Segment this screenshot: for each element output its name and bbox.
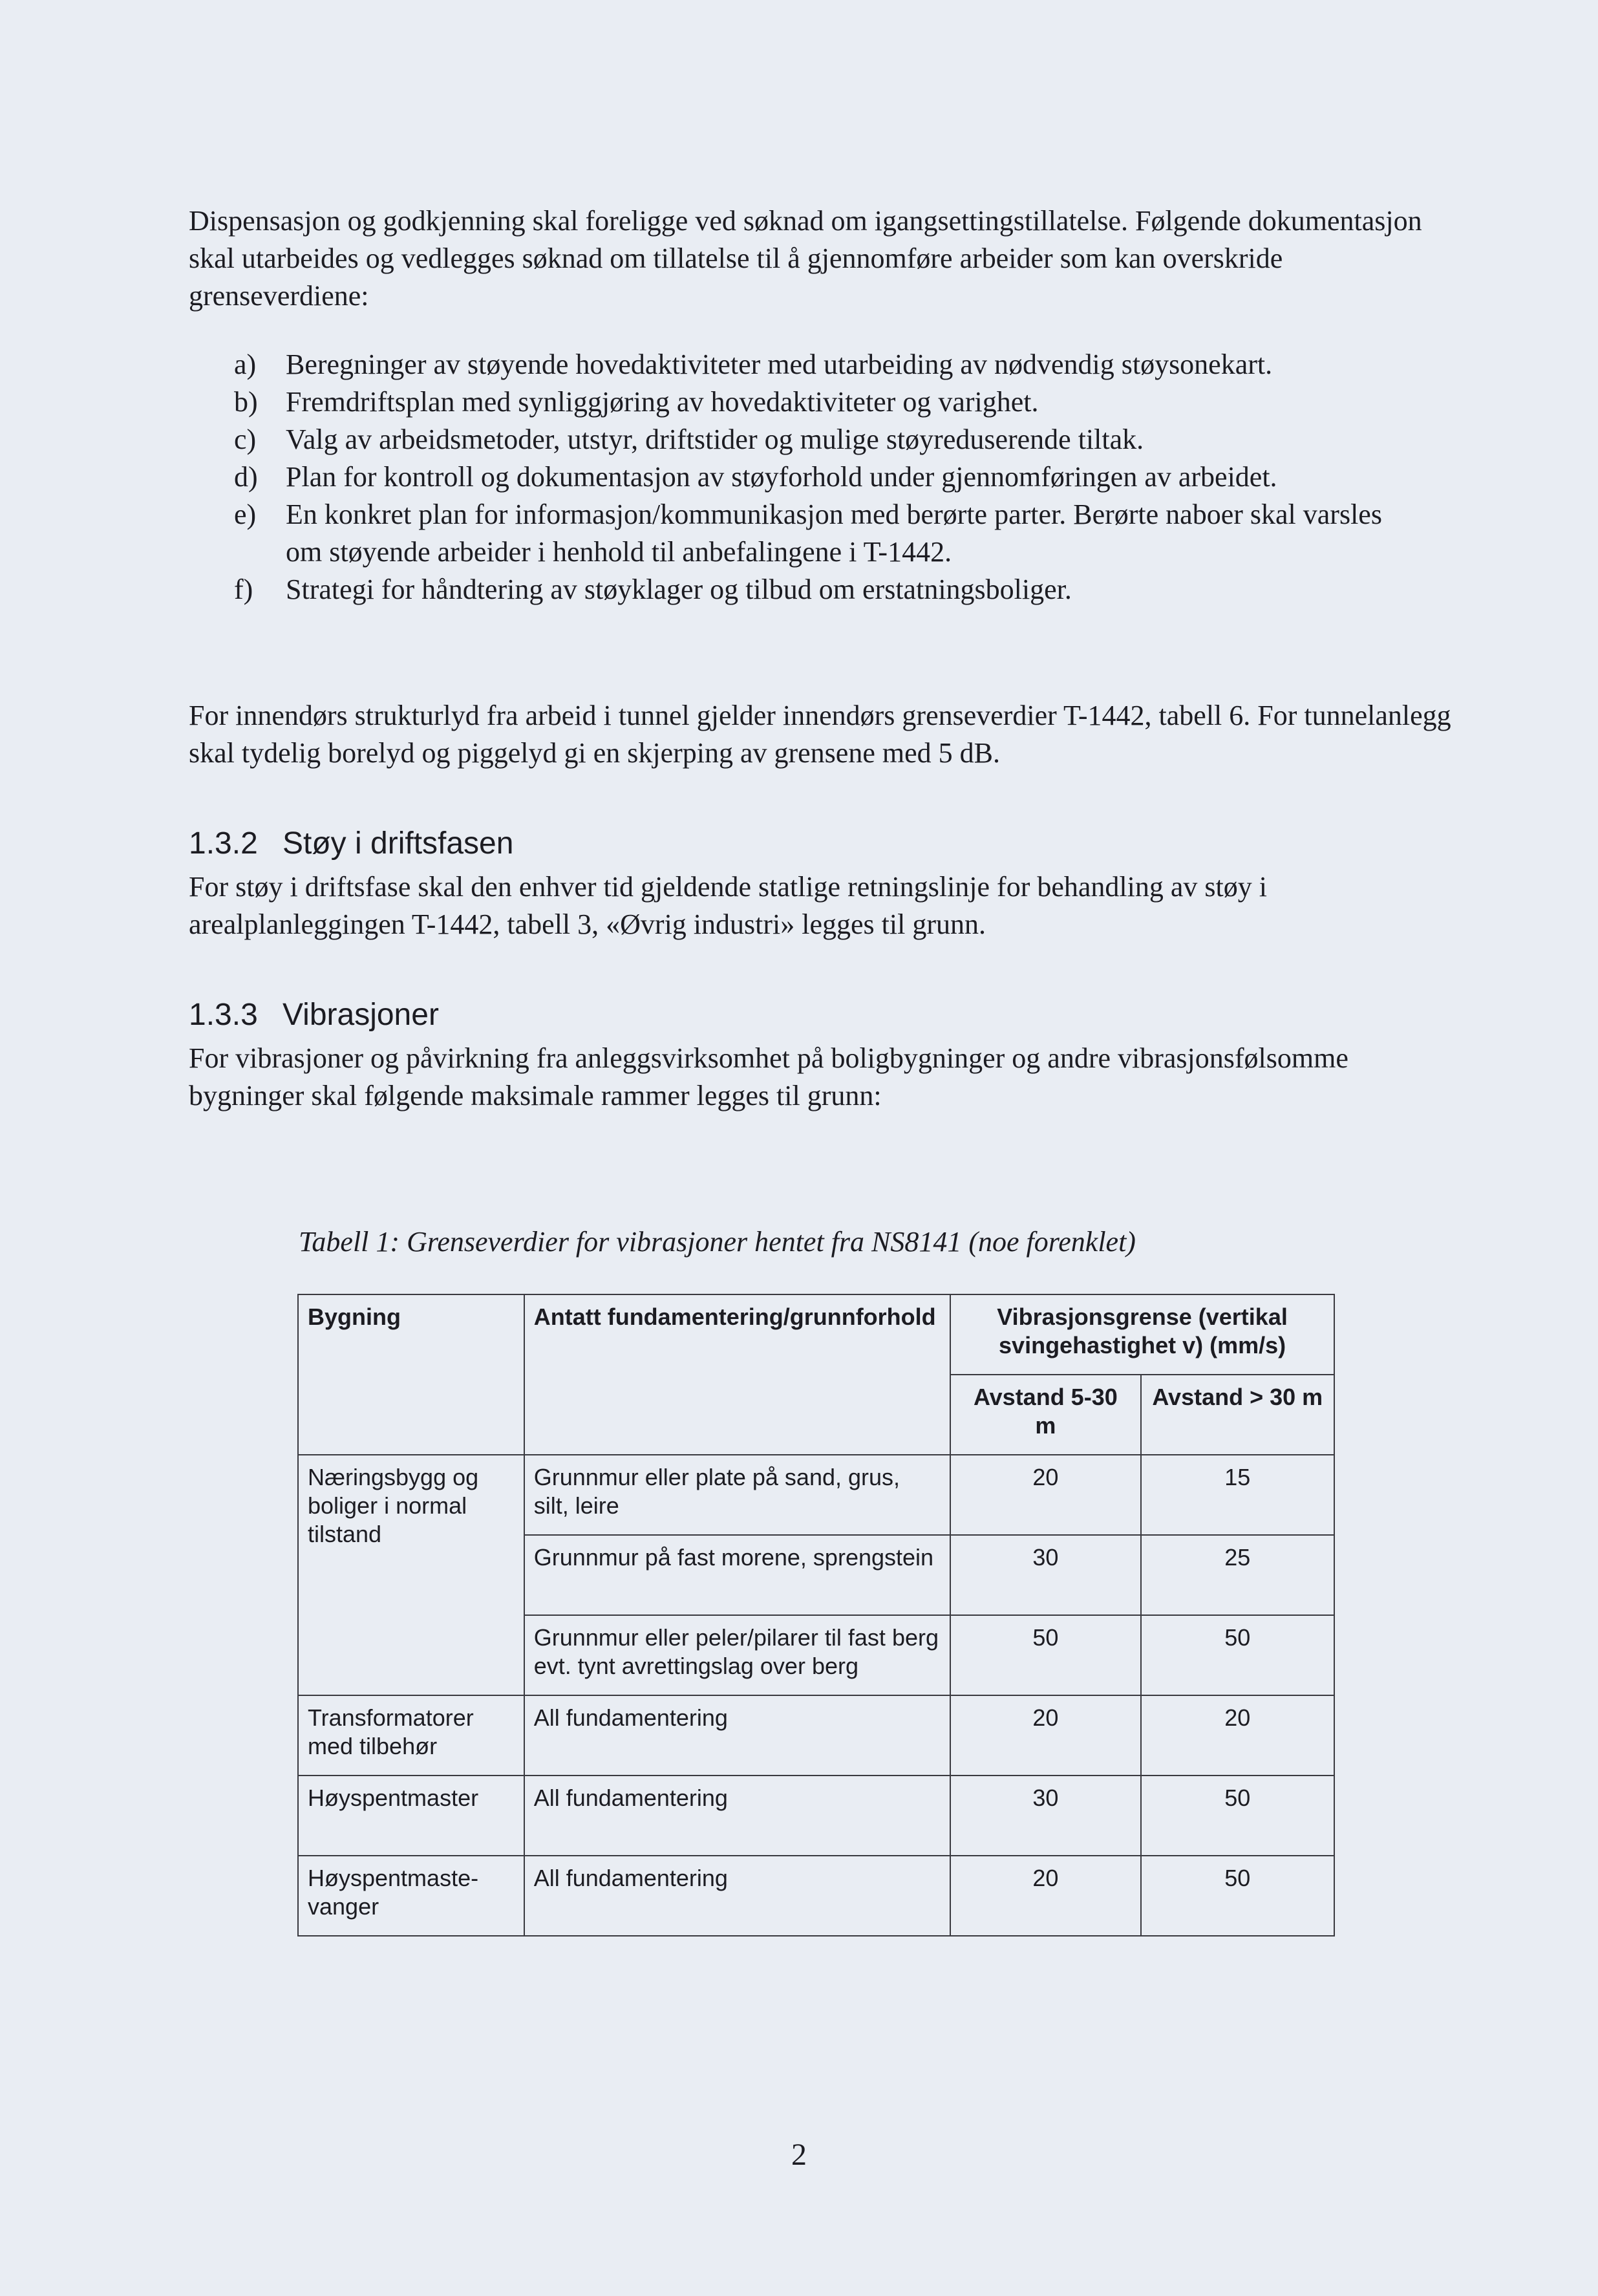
list-item-text: Plan for kontroll og dokumentasjon av støyforhold under gjennomføringen av arbeidet.: [286, 461, 1277, 493]
cell-distance-far: 50: [1141, 1776, 1334, 1856]
list-item: [234, 383, 1462, 421]
intro-paragraph: Dispensasjon og godkjenning skal foreligge ved søknad om igangsettingstillatelse. Følgende dokumentasjon skal utarbeides og vedlegges søknad om tillatelse til å gjennomføre arbeider som kan overskride grenseverdiene:: [189, 205, 1422, 312]
list-item: [234, 571, 1462, 608]
cell-foundation: Grunnmur eller peler/pilarer til fast berg evt. tynt avrettingslag over berg: [524, 1615, 950, 1695]
list-item: [234, 458, 1462, 496]
cell-distance-near: 20: [950, 1695, 1140, 1776]
cell-building: Høyspentmaste-vanger: [298, 1856, 524, 1936]
section-title: Vibrasjoner: [282, 998, 439, 1032]
list-item-text: En konkret plan for informasjon/kommunikasjon med berørte parter. Berørte naboer skal varsles om støyende arbeider i henhold til anbefalingene i T-1442.: [286, 499, 1382, 568]
structure-noise-paragraph: For innendørs strukturlyd fra arbeid i tunnel gjelder innendørs grenseverdier T-1442, tabell 6. For tunnelanlegg skal tydelig borelyd og piggelyd gi en skjerping av grensene med 5 dB.: [189, 700, 1451, 769]
cell-distance-near: 30: [950, 1535, 1140, 1615]
cell-building: Høyspentmaster: [298, 1776, 524, 1856]
vibration-limits-table: [297, 1294, 1335, 1937]
table-caption: Tabell 1: Grenseverdier for vibrasjoner hentet fra NS8141 (noe forenklet): [299, 1226, 1136, 1258]
cell-building: Transformatorer med tilbehør: [298, 1695, 524, 1776]
section-heading-vibrasjoner: [189, 996, 439, 1035]
driftsfasen-paragraph: For støy i driftsfase skal den enhver tid gjeldende statlige retningslinje for behandling av støy i arealplanleggingen T-1442, tabell 3, «Øvrig industri» legges til grunn.: [189, 871, 1267, 940]
section-number: 1.3.3: [189, 998, 258, 1032]
list-item: [234, 496, 1462, 571]
cell-distance-far: 50: [1141, 1615, 1334, 1695]
list-marker: e): [234, 499, 257, 530]
header-distance-near: Avstand 5-30 m: [950, 1375, 1140, 1455]
cell-building: Næringsbygg og boliger i normal tilstand: [298, 1455, 524, 1695]
cell-foundation: Grunnmur eller plate på sand, grus, silt, leire: [524, 1455, 950, 1535]
table-row: [298, 1856, 1334, 1936]
cell-foundation: All fundamentering: [524, 1695, 950, 1776]
cell-distance-far: 50: [1141, 1856, 1334, 1936]
header-building: Bygning: [298, 1294, 524, 1455]
header-foundation: Antatt fundamentering/grunnforhold: [524, 1294, 950, 1455]
table-row: [298, 1776, 1334, 1856]
cell-foundation: All fundamentering: [524, 1856, 950, 1936]
table-row: [298, 1455, 1334, 1535]
cell-distance-far: 25: [1141, 1535, 1334, 1615]
list-item-text: Strategi for håndtering av støyklager og tilbud om erstatningsboliger.: [286, 574, 1072, 605]
vibrasjoner-paragraph: For vibrasjoner og påvirkning fra anleggsvirksomhet på boligbygninger og andre vibrasjonsfølsomme bygninger skal følgende maksimale rammer legges til grunn:: [189, 1042, 1348, 1111]
cell-distance-near: 20: [950, 1856, 1140, 1936]
header-vibration-limit: Vibrasjonsgrense (vertikal svingehastighet v) (mm/s): [950, 1294, 1334, 1375]
cell-distance-far: 15: [1141, 1455, 1334, 1535]
cell-foundation: Grunnmur på fast morene, sprengstein: [524, 1535, 950, 1615]
requirements-list: [234, 346, 1462, 608]
list-item-text: Fremdriftsplan med synliggjøring av hovedaktiviteter og varighet.: [286, 386, 1039, 418]
list-item: [234, 421, 1462, 458]
list-item-text: Valg av arbeidsmetoder, utstyr, driftstider og mulige støyreduserende tiltak.: [286, 424, 1144, 455]
cell-foundation: All fundamentering: [524, 1776, 950, 1856]
cell-distance-near: 50: [950, 1615, 1140, 1695]
list-marker: c): [234, 424, 257, 455]
list-marker: f): [234, 574, 253, 605]
list-item-text: Beregninger av støyende hovedaktiviteter med utarbeiding av nødvendig støysonekart.: [286, 349, 1273, 380]
section-title: Støy i driftsfasen: [282, 826, 514, 861]
table-header-row: [298, 1294, 1334, 1375]
section-number: 1.3.2: [189, 826, 258, 861]
list-marker: b): [234, 386, 258, 418]
page-number: 2: [791, 2138, 807, 2172]
table-row: [298, 1695, 1334, 1776]
list-marker: a): [234, 349, 257, 380]
list-marker: d): [234, 461, 258, 493]
list-item: [234, 346, 1462, 383]
cell-distance-near: 20: [950, 1455, 1140, 1535]
cell-distance-near: 30: [950, 1776, 1140, 1856]
header-distance-far: Avstand > 30 m: [1141, 1375, 1334, 1455]
section-heading-driftsfasen: [189, 824, 513, 863]
cell-distance-far: 20: [1141, 1695, 1334, 1776]
